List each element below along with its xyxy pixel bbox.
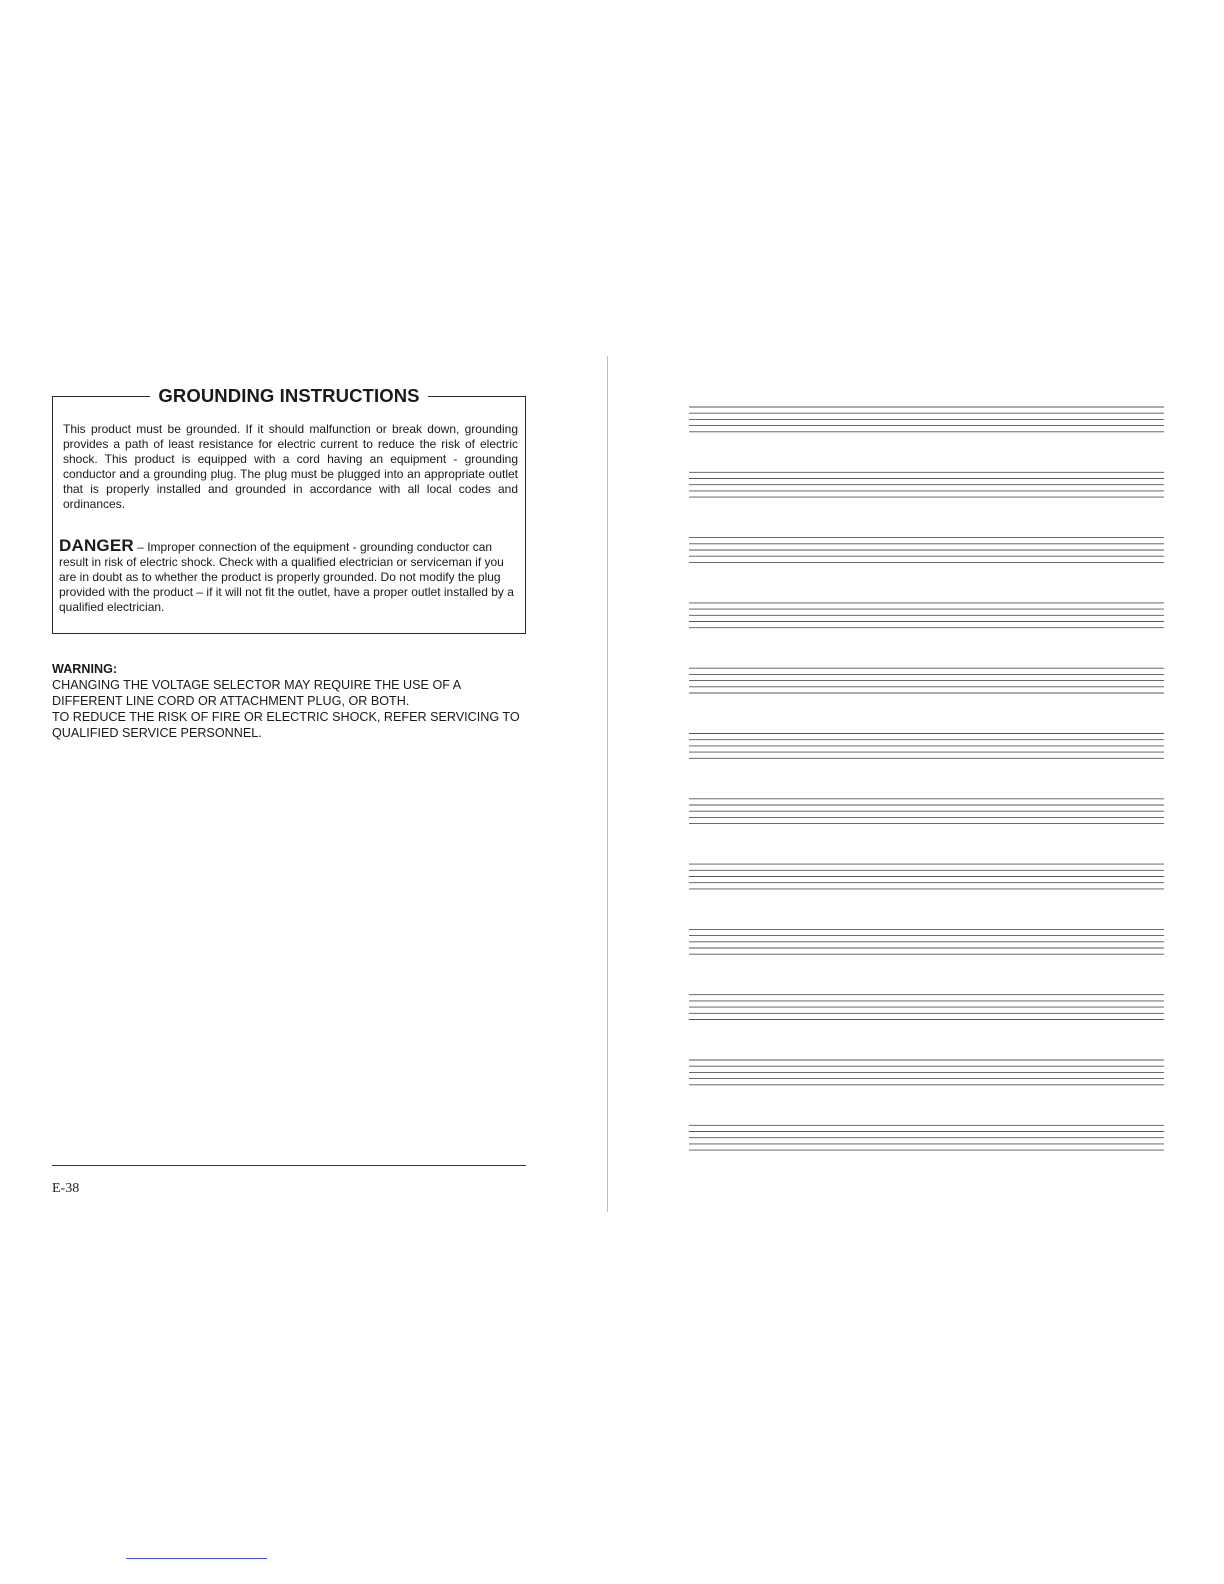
music-staff (689, 734, 1164, 759)
music-staff (689, 407, 1164, 432)
grounding-body-text: This product must be grounded. If it should malfunction or break down, grounding provides a path of least resistance for electric current to reduce the risk of electric shock. This product is equipped with a cord having an equipment - grounding conductor and a grounding plug. The plug must be plugged into an appropriate outlet that is properly installed and grounded in accordance with all local codes and ordinances. (63, 422, 518, 511)
music-staff (689, 995, 1164, 1020)
grounding-instructions-box (52, 385, 526, 634)
music-staff (689, 668, 1164, 693)
music-staff (689, 929, 1164, 954)
danger-label: DANGER (59, 536, 134, 555)
music-staff (689, 538, 1164, 563)
grounding-title: GROUNDING INSTRUCTIONS (150, 384, 427, 408)
danger-text: – Improper connection of the equipment - grounding conductor can result in risk of electric shock. Check with a qualified electrician or serviceman if you are in doubt as to whether the product is properly grounded. Do not modify the plug provided with the product – if it will not fit the outlet, have a proper outlet installed by a qualified electrician. (59, 540, 514, 614)
page-fold-line (607, 356, 608, 1212)
music-staff (689, 864, 1164, 889)
footer-rule (52, 1165, 526, 1166)
warning-line-voltage: CHANGING THE VOLTAGE SELECTOR MAY REQUIRE THE USE OF A DIFFERENT LINE CORD OR ATTACHMENT PLUG, OR BOTH. (52, 678, 461, 708)
bottom-link-underline[interactable] (126, 1558, 267, 1559)
music-staff (689, 472, 1164, 497)
music-staff (689, 799, 1164, 824)
grounding-title-wrap (53, 384, 525, 410)
danger-paragraph (59, 538, 517, 615)
page-number: E-38 (52, 1181, 80, 1196)
warning-block (52, 661, 532, 741)
music-staves (689, 404, 1164, 1164)
music-staff (689, 603, 1164, 628)
warning-line-servicing: TO REDUCE THE RISK OF FIRE OR ELECTRIC SHOCK, REFER SERVICING TO QUALIFIED SERVICE PERSONNEL. (52, 710, 520, 740)
music-staff (689, 1060, 1164, 1085)
warning-heading: WARNING: (52, 662, 118, 676)
music-staff (689, 1125, 1164, 1150)
music-staff-area (689, 404, 1164, 1164)
